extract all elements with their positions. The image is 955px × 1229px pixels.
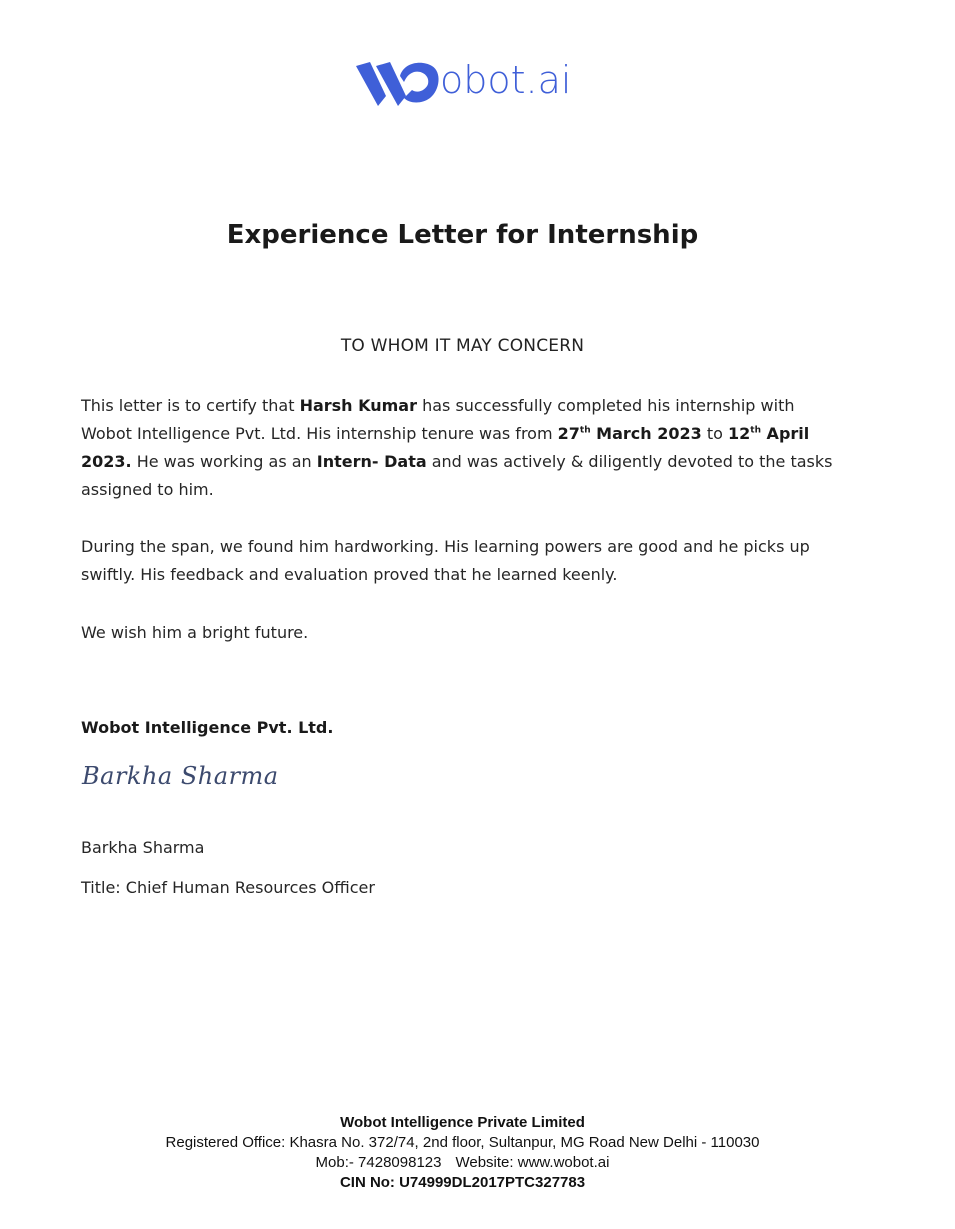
signer-title: Title: Chief Human Resources Officer [81, 878, 375, 897]
letter-footer [0, 1113, 925, 1193]
signature: Barkha Sharma [82, 762, 279, 790]
paragraph-certification: This letter is to certify that Harsh Kumar has successfully completed his internship with Wobot Intelligence Pvt. Ltd. His internship tenure was from 27th March 2023 to 12th April 2023. He was working as an Intern- Data and was actively & diligently devoted to the tasks assigned to him. [81, 396, 833, 499]
footer-address: Registered Office: Khasra No. 372/74, 2nd floor, Sultanpur, MG Road New Delhi - 110030 [165, 1134, 760, 1151]
paragraph-performance: During the span, we found him hardworking. His learning powers are good and he picks up swiftly. His feedback and evaluation proved that he learned keenly. [81, 537, 810, 584]
intern-role: Intern- Data [316, 452, 427, 471]
wobot-w-logo-icon [356, 60, 442, 108]
letter-title: Experience Letter for Internship [226, 220, 699, 250]
footer-company: Wobot Intelligence Private Limited [340, 1114, 585, 1131]
logo-wordmark: obot.ai [440, 58, 572, 102]
start-date: 27th March 2023 [557, 424, 702, 443]
footer-website: Website: www.wobot.ai [455, 1154, 610, 1171]
company-logo [356, 58, 576, 110]
intern-name: Harsh Kumar [299, 396, 417, 415]
end-date: 12th April 2023. [81, 424, 810, 471]
salutation: TO WHOM IT MAY CONCERN [340, 336, 585, 356]
footer-contact [0, 1153, 925, 1173]
footer-cin: CIN No: U74999DL2017PTC327783 [339, 1174, 586, 1191]
paragraph-wishes: We wish him a bright future. [81, 623, 309, 642]
company-name: Wobot Intelligence Pvt. Ltd. [81, 718, 334, 737]
footer-mobile: Mob:- 7428098123 [315, 1154, 442, 1171]
signer-name: Barkha Sharma [81, 838, 205, 857]
